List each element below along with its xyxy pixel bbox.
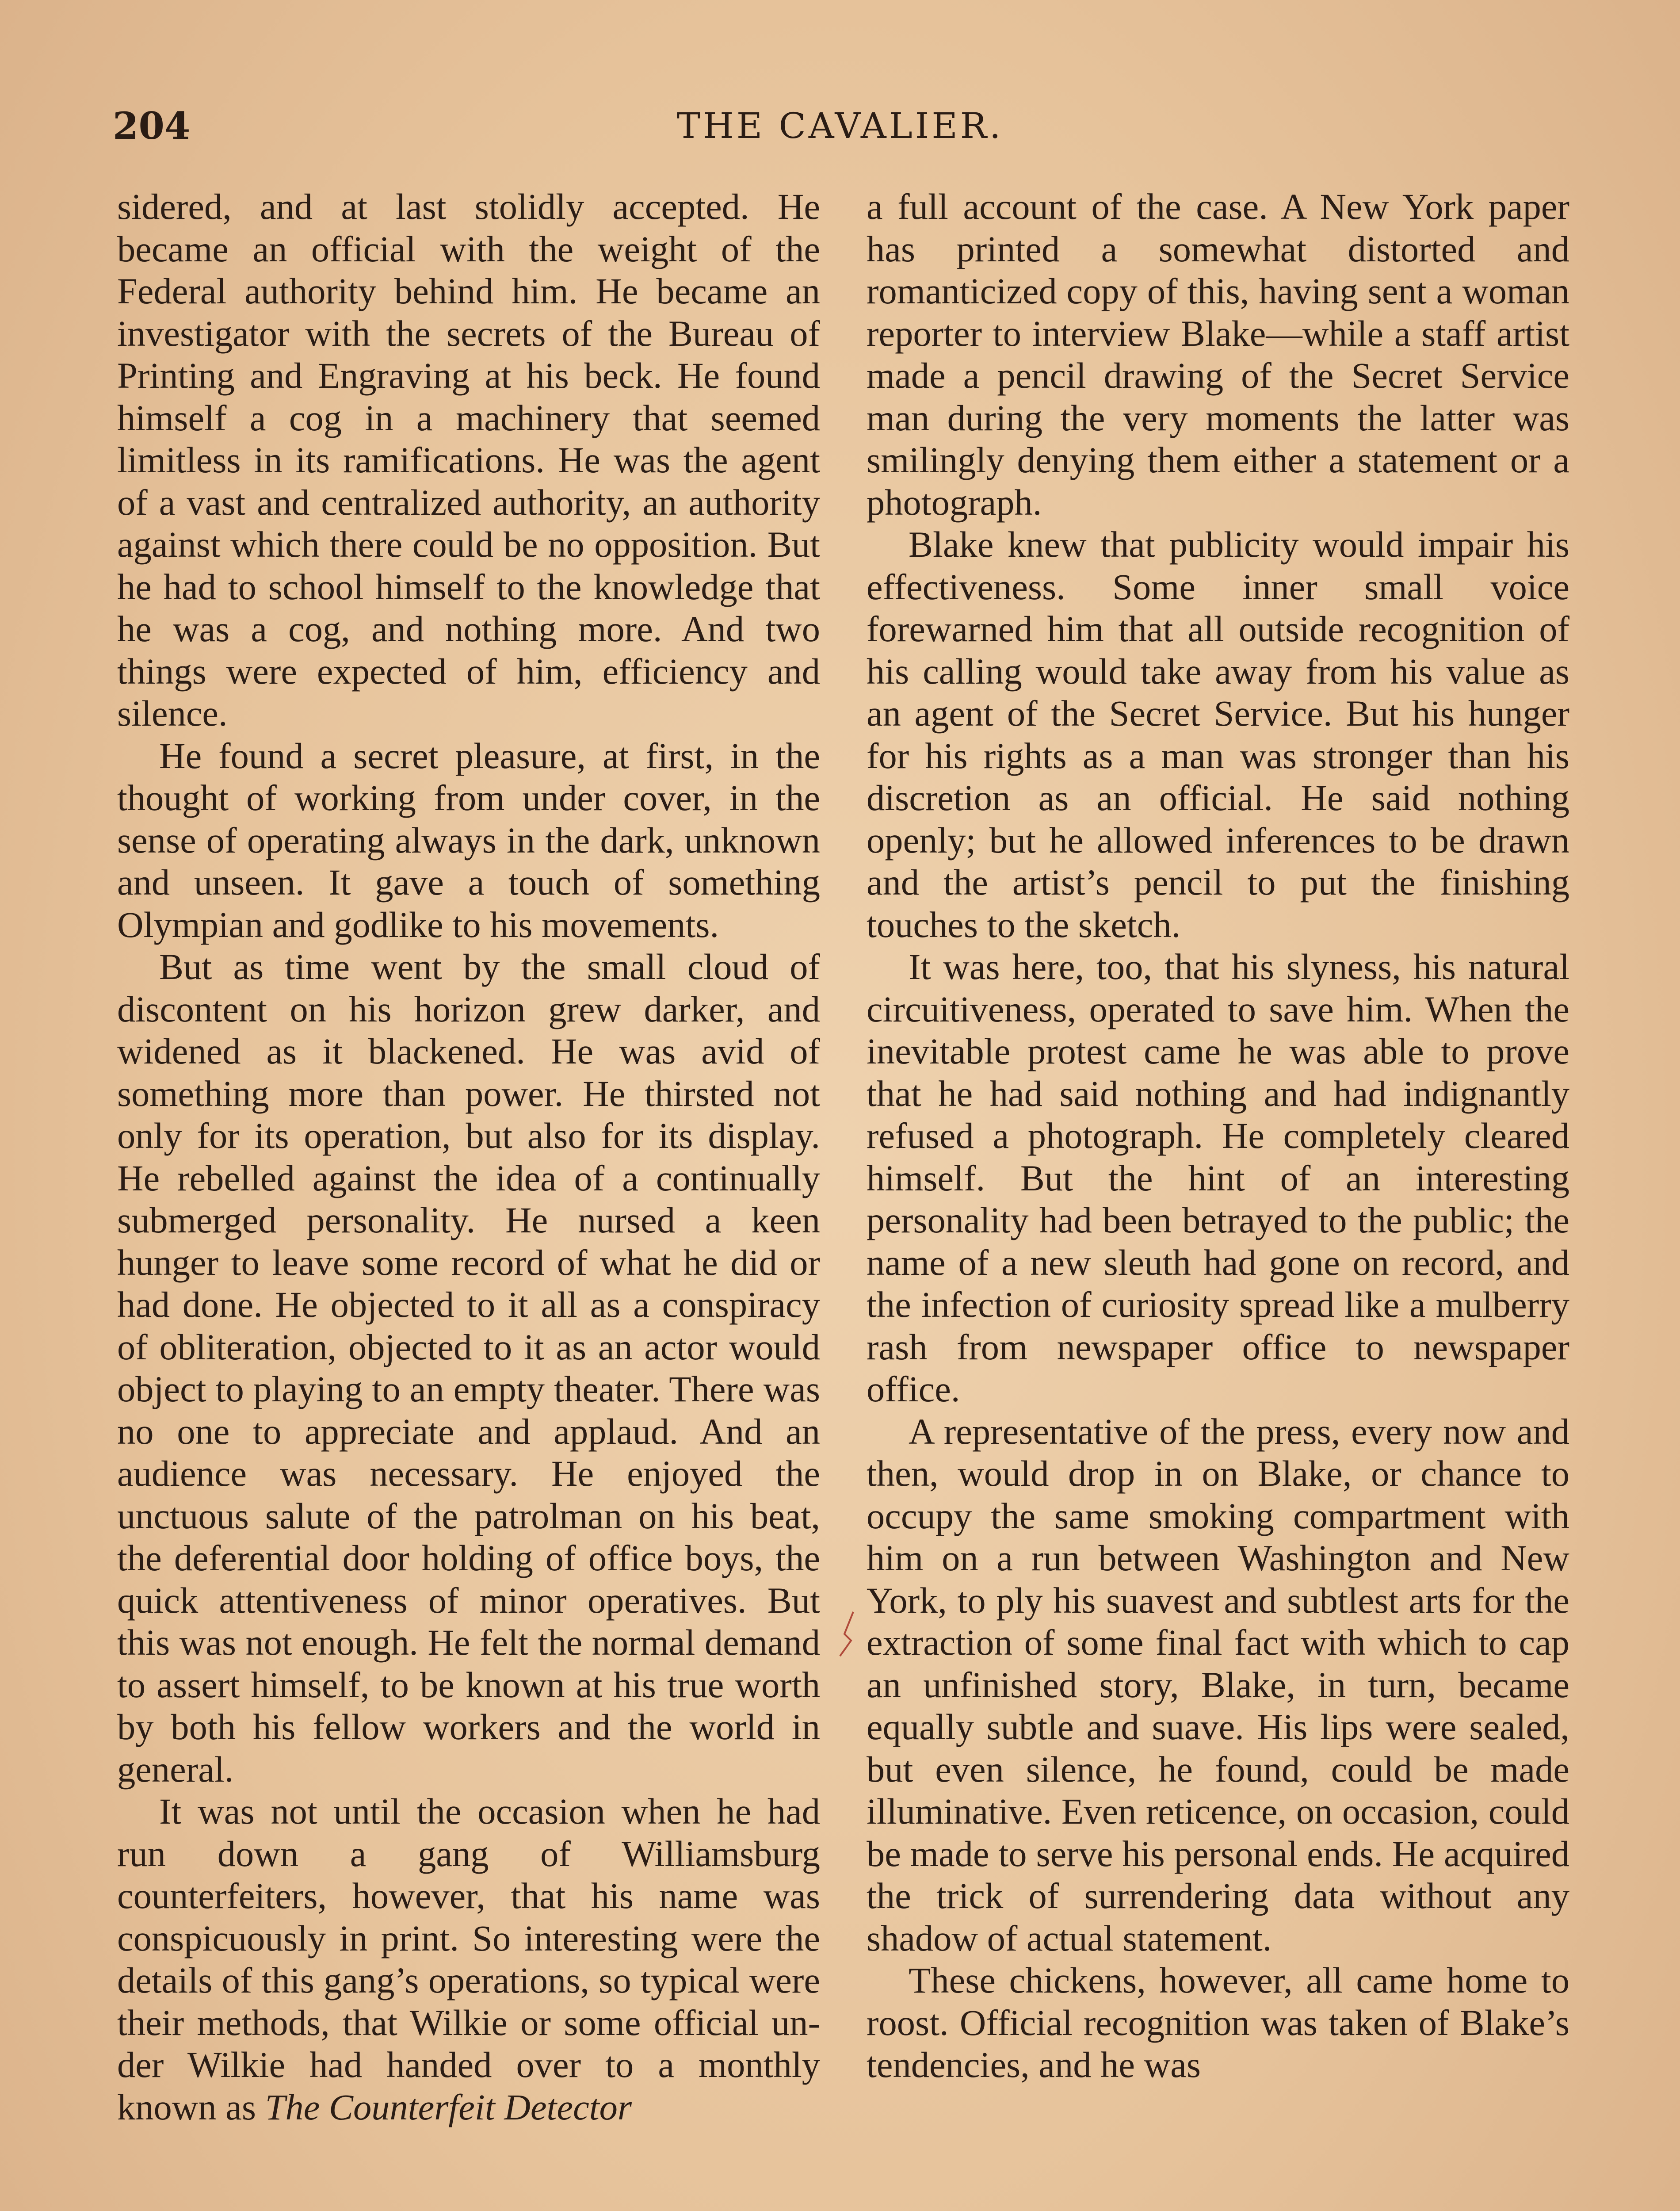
running-head	[113, 102, 1567, 155]
left-column	[117, 186, 820, 2211]
paragraph: a full account of the case. A New York paper has printed a somewhat distorted and romanticized copy of this, having sent a woman reporter to interview Blake—while a staff artist made a pencil drawing of the Secret Service man during the very moments the latter was smilingly denying them either a statement or a photograph.	[867, 186, 1569, 523]
paragraph: It was not until the occasion when he had run down a gang of Williamsburg counterfeiters, however, that his name was conspicuously in print. So interesting were the details of this gang’s operations, so typical were their methods, that Wilkie or some official under Wilkie had handed over to a monthly known as The Counterfeit Detector	[117, 1791, 820, 2127]
paragraph: He found a secret pleasure, at first, in the thought of working from under cover, in the sense of operating always in the dark, unknown and unseen. It gave a touch of something Olympian and godlike to his movements.	[117, 735, 820, 945]
paragraph: It was here, too, that his slyness, his natural circuitiveness, operated to save him. When the inevitable protest came he was able to prove that he had said nothing and had indignantly refused a photograph. He completely cleared himself. But the hint of an interesting personality had been betrayed to the public; the name of a new sleuth had gone on record, and the infection of curiosity spread like a mulberry rash from newspaper office to newspaper office.	[867, 946, 1569, 1409]
paragraph: But as time went by the small cloud of discontent on his horizon grew darker, and widened as it blackened. He was avid of something more than power. He thirsted not only for its operation, but also for its display. He rebelled against the idea of a continually submerged personality. He nursed a keen hunger to leave some record of what he did or had done. He objected to it all as a conspiracy of obliteration, objected to it as an actor would object to playing to an empty theater. There was no one to appreciate and applaud. And an audience was necessary. He enjoyed the unctuous salute of the patrolman on his beat, the deferential door holding of office boys, the quick attentiveness of minor operatives. But this was not enough. He felt the normal demand to assert himself, to be known at his true worth by both his fellow workers and the world in general.	[117, 946, 820, 1790]
paragraph: Blake knew that publicity would impair his effectiveness. Some inner small voice forewarned him that all outside recognition of his calling would take away from his value as an agent of the Secret Service. But his hunger for his rights as a man was stronger than his discretion as an official. He said nothing openly; but he allowed inferences to be drawn and the artist’s pencil to put the finishing touches to the sketch.	[867, 524, 1569, 945]
page-number: 204	[113, 104, 191, 148]
paragraph: sidered, and at last stolidly accepted. He became an official with the weight of the Federal authority behind him. He became an investigator with the secrets of the Bureau of Printing and Engraving at his beck. He found himself a cog in a machinery that seemed limitless in its ramifications. He was the agent of a vast and centralized authority, an authority against which there could be no opposition. But he had to school himself to the knowledge that he was a cog, and nothing more. And two things were expected of him, efficiency and silence.	[117, 186, 820, 734]
paragraph: A representative of the press, every now and then, would drop in on Blake, or chance to occupy the same smoking compartment with him on a run between Washington and New York, to ply his suavest and subtlest arts for the extraction of some final fact with which to cap an unfinished story, Blake, in turn, became equally subtle and suave. His lips were sealed, but even silence, he found, could be made illuminative. Even reticence, on occasion, could be made to serve his personal ends. He acquired the trick of surrendering data without any shadow of actual statement.	[867, 1411, 1569, 1959]
right-column	[867, 186, 1569, 2211]
pencil-mark-icon	[831, 1610, 858, 1658]
journal-title: THE CAVALIER.	[676, 105, 1004, 146]
paragraph: These chickens, however, all came home to roost. Official recognition was taken of Blake’s tendencies, and he was	[867, 1960, 1569, 2085]
